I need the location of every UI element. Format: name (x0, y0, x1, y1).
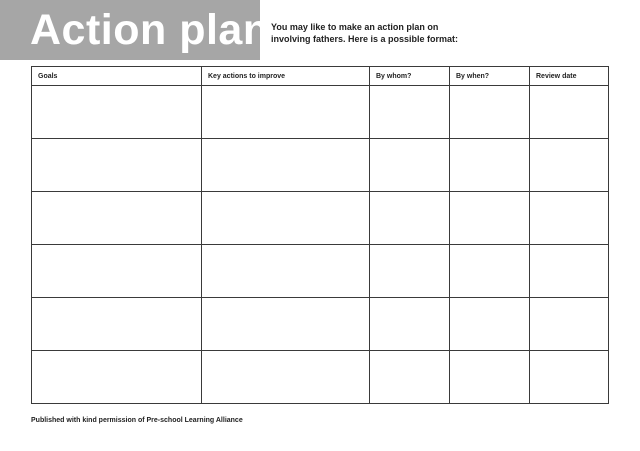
by-when-cell (450, 298, 530, 351)
table-row (32, 86, 609, 139)
table-row (32, 298, 609, 351)
page-title: Action plan (30, 6, 270, 54)
review-date-cell (530, 86, 609, 139)
intro-text (271, 21, 531, 45)
review-date-cell (530, 245, 609, 298)
title-banner (0, 0, 270, 60)
table-row (32, 192, 609, 245)
table-row (32, 139, 609, 192)
by-when-cell (450, 351, 530, 404)
footer-credit: Published with kind permission of Pre-school Learning Alliance (31, 417, 243, 424)
key-actions-cell (202, 298, 370, 351)
column-header-review-date: Review date (530, 67, 609, 86)
by-when-cell (450, 192, 530, 245)
goals-cell (32, 245, 202, 298)
goals-cell (32, 86, 202, 139)
table-header-row (32, 67, 609, 86)
table-row (32, 351, 609, 404)
by-when-cell (450, 139, 530, 192)
by-whom-cell (370, 351, 450, 404)
by-whom-cell (370, 192, 450, 245)
key-actions-cell (202, 86, 370, 139)
key-actions-cell (202, 192, 370, 245)
by-whom-cell (370, 245, 450, 298)
action-plan-table (31, 66, 609, 404)
by-whom-cell (370, 298, 450, 351)
table-row (32, 245, 609, 298)
key-actions-cell (202, 245, 370, 298)
by-when-cell (450, 86, 530, 139)
review-date-cell (530, 298, 609, 351)
review-date-cell (530, 192, 609, 245)
by-whom-cell (370, 86, 450, 139)
intro-line-2: involving fathers. Here is a possible format: (271, 34, 459, 44)
intro-line-1: You may like to make an action plan on (271, 22, 439, 32)
by-when-cell (450, 245, 530, 298)
goals-cell (32, 192, 202, 245)
column-header-by-whom: By whom? (370, 67, 450, 86)
review-date-cell (530, 139, 609, 192)
goals-cell (32, 351, 202, 404)
goals-cell (32, 298, 202, 351)
column-header-by-when: By when? (450, 67, 530, 86)
key-actions-cell (202, 351, 370, 404)
goals-cell (32, 139, 202, 192)
column-header-key-actions: Key actions to improve (202, 67, 370, 86)
review-date-cell (530, 351, 609, 404)
key-actions-cell (202, 139, 370, 192)
by-whom-cell (370, 139, 450, 192)
column-header-goals: Goals (32, 67, 202, 86)
